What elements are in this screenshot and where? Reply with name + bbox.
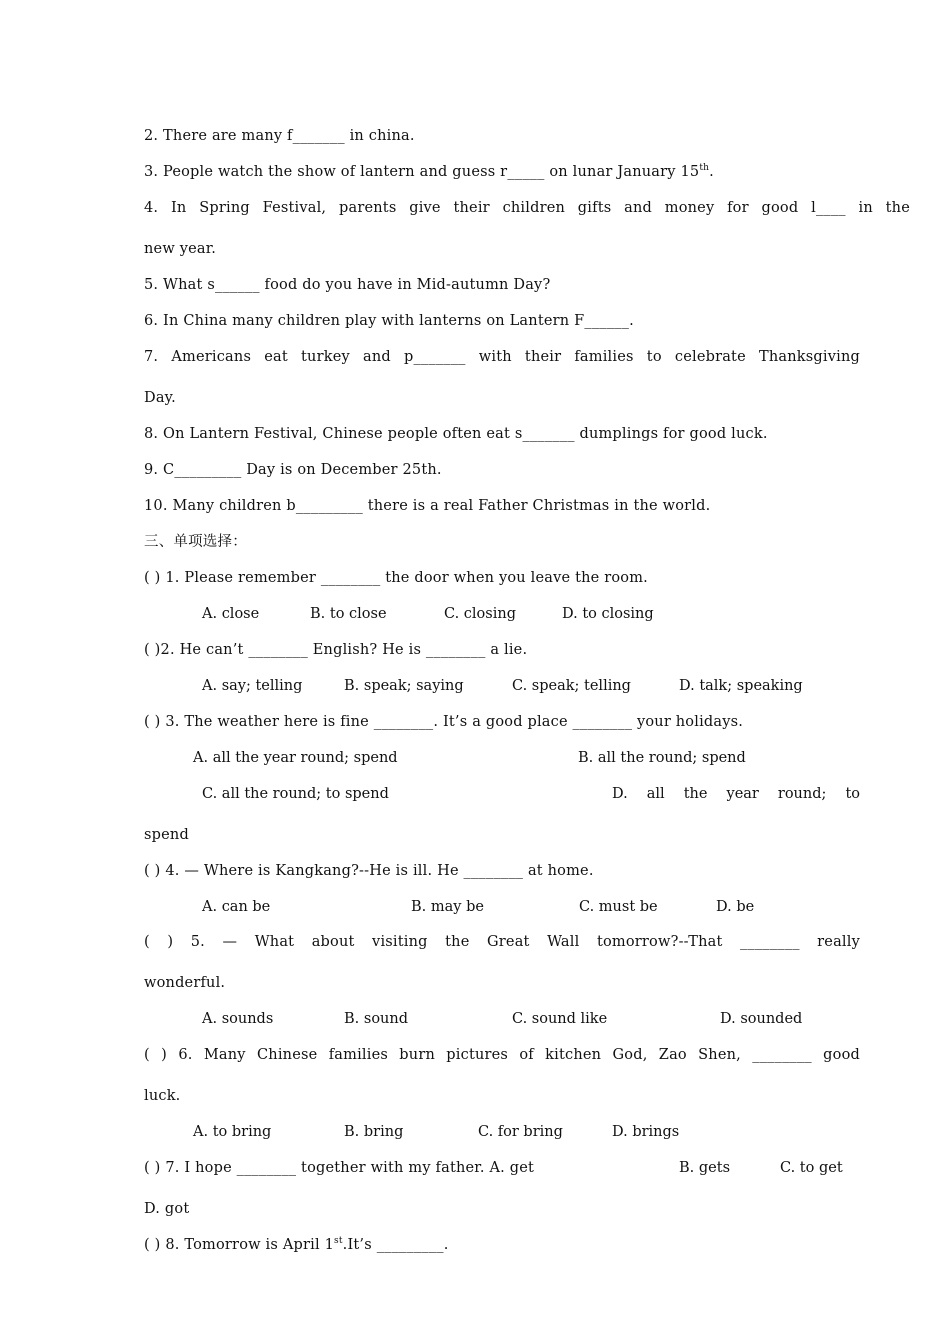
- fill-item-5: 5. What s______ food do you have in Mid-autumn Day?: [144, 277, 551, 293]
- q6-option-b: B. bring: [344, 1124, 404, 1140]
- q3-option-a: A. all the year round; spend: [193, 750, 398, 766]
- q1-option-c: C. closing: [444, 606, 516, 622]
- q5-option-d: D. sounded: [720, 1011, 803, 1027]
- question-1: ( ) 1. Please remember ________ the door when you leave the room.: [144, 570, 648, 586]
- q2-option-c: C. speak; telling: [512, 678, 631, 694]
- fill-item-7-cont: Day.: [144, 390, 176, 406]
- q6-option-a: A. to bring: [193, 1124, 272, 1140]
- question-8-tail: .It’s _________.: [342, 1237, 449, 1253]
- q4-option-d: D. be: [716, 899, 755, 915]
- q1-option-b: B. to close: [310, 606, 387, 622]
- question-4: ( ) 4. — Where is Kangkang?--He is ill. He ________ at home.: [144, 863, 594, 879]
- q3-option-b: B. all the round; spend: [578, 750, 746, 766]
- q7-option-b: B. gets: [679, 1160, 731, 1176]
- q7-option-d: D. got: [144, 1201, 190, 1217]
- question-5-cont: wonderful.: [144, 975, 226, 991]
- question-8-text: ( ) 8. Tomorrow is April 1: [144, 1237, 335, 1253]
- fill-item-8: 8. On Lantern Festival, Chinese people often eat s_______ dumplings for good luck.: [144, 426, 768, 442]
- fill-item-3-end: .: [709, 164, 714, 180]
- q4-option-c: C. must be: [579, 899, 658, 915]
- question-5: ( ) 5. — What about visiting the Great Wall tomorrow?--That ________ really: [144, 934, 860, 950]
- q3-option-d-cont: spend: [144, 827, 189, 843]
- question-2: ( )2. He can’t ________ English? He is ________ a lie.: [144, 642, 528, 658]
- section-title: 三、单项选择：: [144, 534, 247, 550]
- fill-item-4: 4. In Spring Festival, parents give their children gifts and money for good l____ in the: [144, 200, 910, 216]
- q6-option-d: D. brings: [612, 1124, 680, 1140]
- q2-option-d: D. talk; speaking: [679, 678, 803, 694]
- fill-item-3-text: 3. People watch the show of lantern and guess r_____ on lunar January 15: [144, 164, 700, 180]
- fill-item-2: 2. There are many f_______ in china.: [144, 128, 415, 144]
- q1-option-d: D. to closing: [562, 606, 654, 622]
- question-6: ( ) 6. Many Chinese families burn pictures of kitchen God, Zao Shen, ________ good: [144, 1047, 860, 1063]
- q5-option-b: B. sound: [344, 1011, 409, 1027]
- question-6-cont: luck.: [144, 1088, 181, 1104]
- q4-option-a: A. can be: [202, 899, 271, 915]
- fill-item-3: [144, 162, 714, 182]
- q5-option-c: C. sound like: [512, 1011, 608, 1027]
- fill-item-7: 7. Americans eat turkey and p_______ with their families to celebrate Thanksgiving: [144, 349, 860, 365]
- q2-option-b: B. speak; saying: [344, 678, 464, 694]
- q6-option-c: C. for bring: [478, 1124, 563, 1140]
- fill-item-3-sup: th: [699, 163, 710, 173]
- question-8: [144, 1235, 449, 1255]
- q3-option-d: D. all the year round; to: [612, 786, 860, 802]
- question-3: ( ) 3. The weather here is fine ________. It’s a good place ________ your holidays.: [144, 714, 744, 730]
- fill-item-4-cont: new year.: [144, 241, 217, 257]
- q2-option-a: A. say; telling: [202, 678, 303, 694]
- question-8-sup: st: [334, 1236, 343, 1246]
- question-7: ( ) 7. I hope ________ together with my father. A. get: [144, 1160, 535, 1176]
- q5-option-a: A. sounds: [202, 1011, 274, 1027]
- q7-option-c: C. to get: [780, 1160, 843, 1176]
- fill-item-6: 6. In China many children play with lanterns on Lantern F______.: [144, 313, 634, 329]
- q4-option-b: B. may be: [411, 899, 484, 915]
- fill-item-9: 9. C_________ Day is on December 25th.: [144, 462, 442, 478]
- q1-option-a: A. close: [202, 606, 260, 622]
- fill-item-10: 10. Many children b_________ there is a real Father Christmas in the world.: [144, 498, 711, 514]
- q3-option-c: C. all the round; to spend: [202, 786, 389, 802]
